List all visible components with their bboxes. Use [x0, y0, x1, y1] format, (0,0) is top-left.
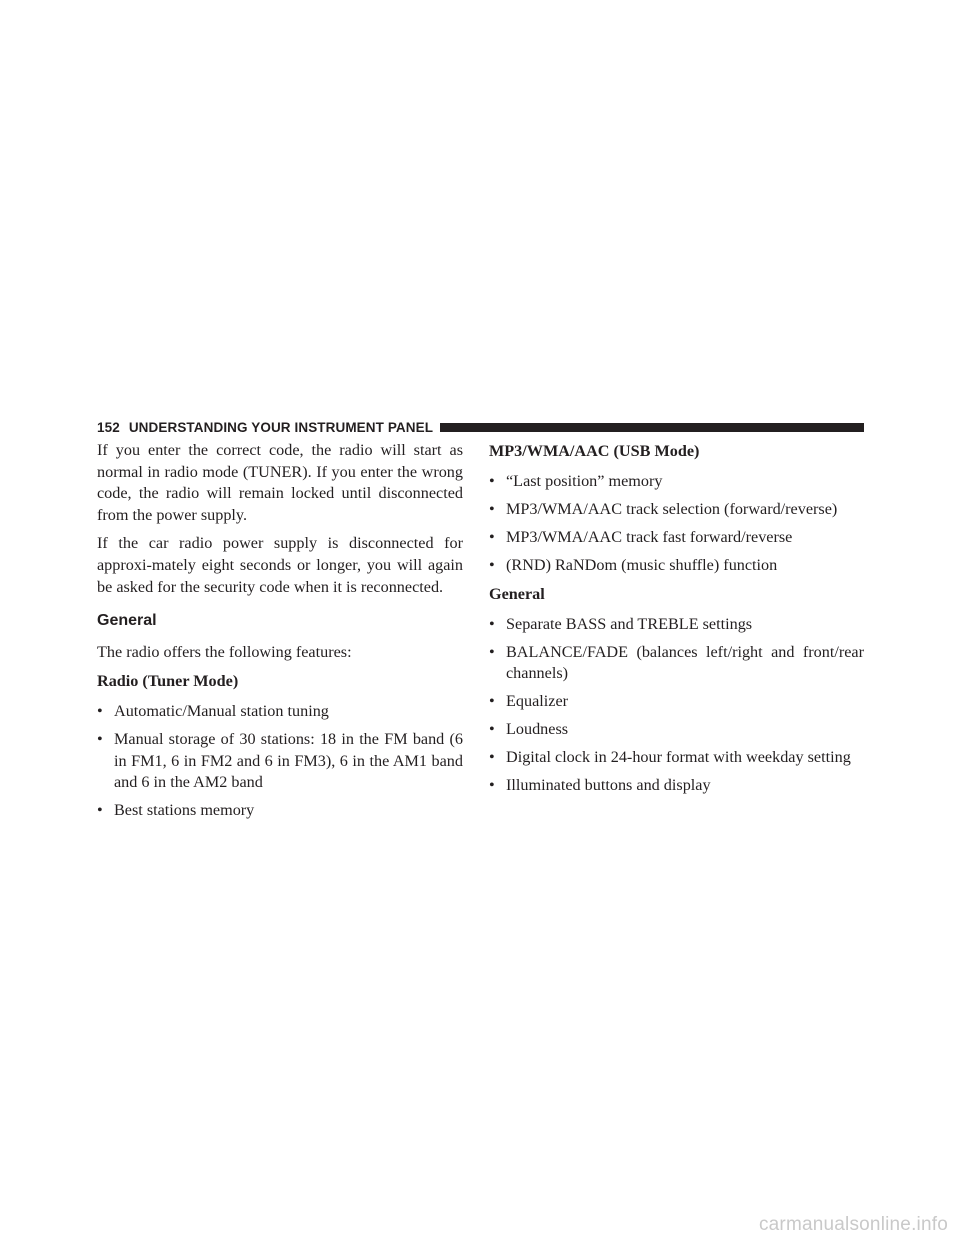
- right-column: [489, 440, 864, 803]
- header-rule: [440, 423, 864, 432]
- bullet: •: [97, 729, 103, 748]
- list-item: • MP3/WMA/AAC track fast forward/reverse: [489, 527, 864, 549]
- power-disconnect-paragraph: If the car radio power supply is disconnected for approxi-mately eight seconds or longer, you will again be asked for the security code when it is reconnected.: [97, 534, 463, 596]
- list-item: • Separate BASS and TREBLE settings: [489, 614, 864, 636]
- list-item: • Loudness: [489, 719, 864, 741]
- list-item: • Digital clock in 24-hour format with weekday setting: [489, 747, 864, 769]
- left-column: [97, 440, 463, 828]
- bullet: •: [489, 471, 495, 490]
- bullet: •: [489, 527, 495, 546]
- list-item: • MP3/WMA/AAC track selection (forward/reverse): [489, 499, 864, 521]
- list-item: • (RND) RaNDom (music shuffle) function: [489, 555, 864, 577]
- list-item: • Illuminated buttons and display: [489, 775, 864, 797]
- radio-tuner-heading: Radio (Tuner Mode): [97, 672, 239, 691]
- general-section-heading: General: [97, 612, 157, 630]
- security-code-paragraph: If you enter the correct code, the radio will start as normal in radio mode (TUNER). If you enter the wrong code, the radio will remain locked until disconnected from the power supply.: [97, 441, 463, 524]
- bullet: •: [489, 748, 495, 767]
- bullet: •: [489, 642, 495, 661]
- list-item: • Equalizer: [489, 691, 864, 713]
- bullet: •: [489, 555, 495, 574]
- bullet: •: [97, 701, 103, 720]
- page-number: 152: [97, 419, 120, 435]
- list-item: • Manual storage of 30 stations: 18 in the FM band (6 in FM1, 6 in FM2 and 6 in FM3), 6 in the AM1 band and 6 in the AM2 band: [97, 729, 463, 792]
- section-title: UNDERSTANDING YOUR INSTRUMENT PANEL: [128, 419, 434, 435]
- general-feature-list: [489, 614, 864, 797]
- list-item: • “Last position” memory: [489, 471, 864, 493]
- bullet: •: [97, 801, 103, 820]
- features-intro: The radio offers the following features:: [97, 642, 352, 661]
- page-header: [97, 418, 864, 436]
- bullet: •: [489, 499, 495, 518]
- list-item: • BALANCE/FADE (balances left/right and front/rear channels): [489, 642, 864, 683]
- watermark: carmanualsonline.info: [758, 1214, 948, 1235]
- list-item: • Automatic/Manual station tuning: [97, 701, 463, 723]
- usb-feature-list: [489, 471, 864, 577]
- radio-feature-list: [97, 701, 463, 822]
- bullet: •: [489, 692, 495, 711]
- bullet: •: [489, 614, 495, 633]
- general-subheading: General: [489, 585, 545, 604]
- usb-mode-heading: MP3/WMA/AAC (USB Mode): [489, 442, 700, 460]
- list-item: • Best stations memory: [97, 800, 463, 822]
- bullet: •: [489, 720, 495, 739]
- bullet: •: [489, 776, 495, 795]
